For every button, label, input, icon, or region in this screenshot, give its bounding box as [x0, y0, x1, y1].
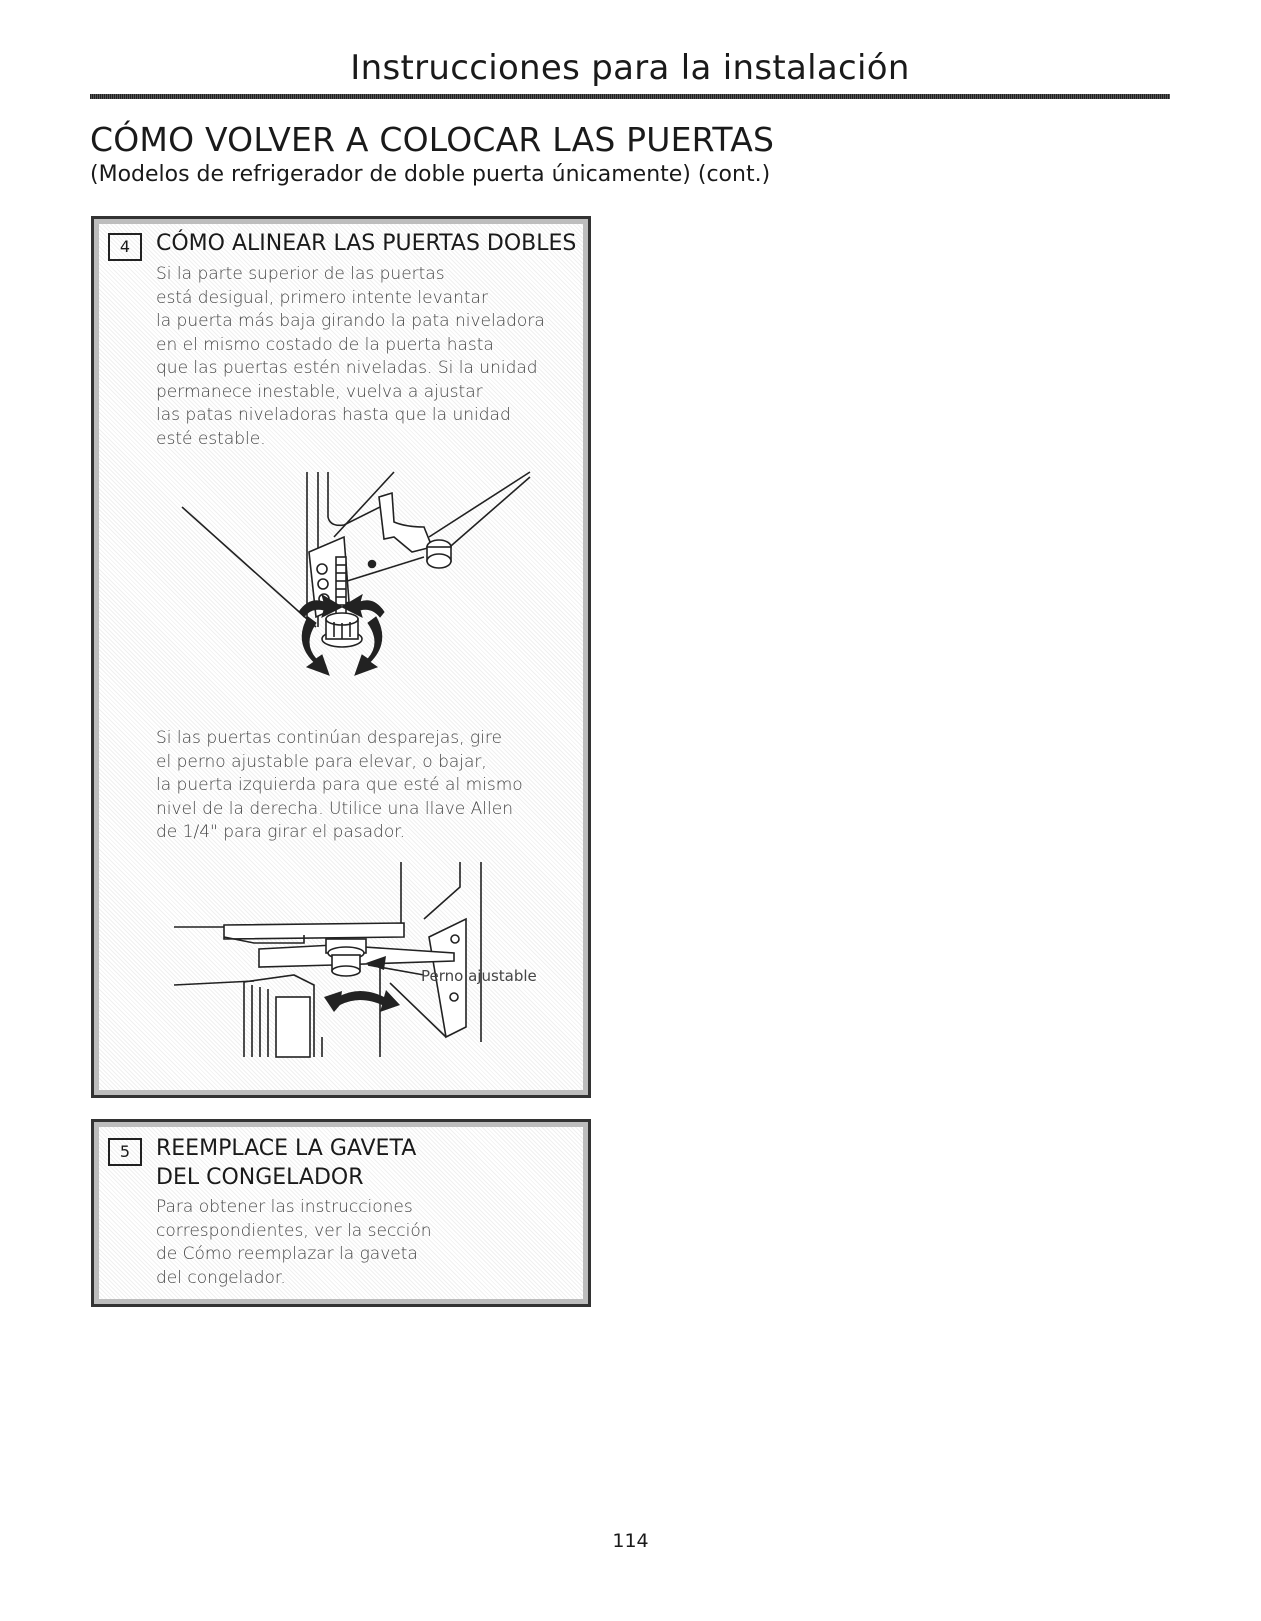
step-5-number: 5 — [108, 1138, 142, 1166]
section-title: CÓMO VOLVER A COLOCAR LAS PUERTAS — [90, 120, 775, 159]
step-5-heading-line-2: DEL CONGELADOR — [156, 1165, 364, 1190]
step-4-paragraph-1: Si la parte superior de las puertas está desigual, primero intente levantar la puerta más baja girando la pata niveladora en el mismo costado de la puerta hasta que las puertas estén niveladas. Si la unidad permanece inestable, vuelva a ajustar las patas niveladoras hasta que la unidad esté estable. — [156, 264, 545, 449]
leveling-leg-illustration — [94, 467, 588, 707]
page-header-title: Instrucciones para la instalación — [350, 48, 910, 88]
adjustable-bolt-callout: Perno ajustable — [421, 967, 537, 985]
header-rule — [90, 94, 1170, 99]
page-number: 114 — [612, 1530, 649, 1552]
step-4-paragraph-2: Si las puertas continúan desparejas, gire el perno ajustable para elevar, o bajar, la puerta izquierda para que esté al mismo nivel de la derecha. Utilice una llave Allen de 1/4" para girar el pasador. — [156, 728, 523, 842]
section-subtitle: (Modelos de refrigerador de doble puerta únicamente) (cont.) — [90, 162, 771, 187]
step-4-box — [91, 216, 591, 1098]
adjustable-bolt-illustration — [94, 857, 588, 1095]
step-5-box — [91, 1119, 591, 1307]
step-4-number: 4 — [108, 233, 142, 261]
step-5-paragraph: Para obtener las instrucciones correspondientes, ver la sección de Cómo reemplazar la gaveta del congelador. — [156, 1197, 432, 1288]
step-4-heading: CÓMO ALINEAR LAS PUERTAS DOBLES — [156, 231, 577, 256]
step-5-heading-line-1: REEMPLACE LA GAVETA — [156, 1136, 417, 1161]
